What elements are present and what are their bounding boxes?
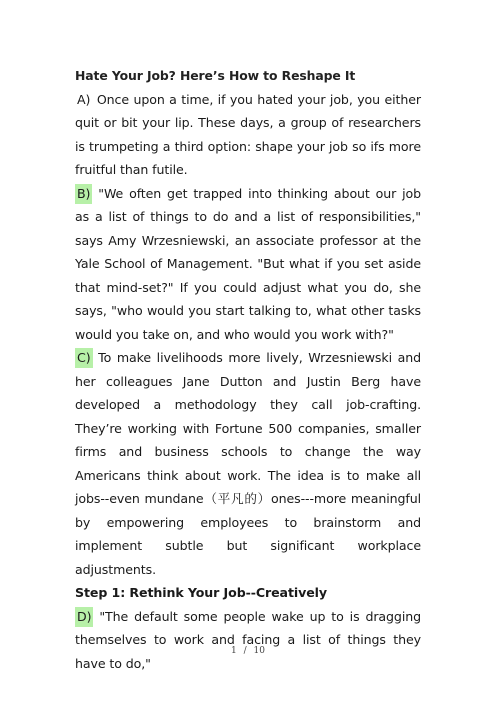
paragraph-text-c: To make livelihoods more lively, Wrzesniewski and her colleagues Jane Dutton and Justin Berg have developed a methodology they call job-crafting. They’re working with Fortune 500 companies, smaller firms and business schools to change the way Americans think about work. The idea is to make all jobs--even mundane（平凡的）ones---more meaningful by empowering employees to brainstorm and implement subtle but significant workplace adjustments. (75, 350, 421, 577)
paragraph-label-b: B) (75, 184, 92, 204)
page-current: 1 (231, 646, 237, 656)
paragraph-c (75, 346, 421, 581)
page-number-footer (0, 646, 496, 656)
page-separator: / (243, 646, 247, 656)
paragraph-label-c: C) (75, 348, 93, 368)
paragraph-label-a: A) (77, 91, 91, 107)
paragraph-text-a: Once upon a time, if you hated your job, you either quit or bit your lip. These days, a group of researchers is trumpeting a third option: shape your job so ifs more fruitful than futile. (75, 91, 421, 177)
section-heading-step-1: Step 1: Rethink Your Job--Creatively (75, 585, 327, 600)
paragraph-label-d: D) (75, 607, 93, 627)
paragraph-text-d: "The default some people wake up to is dragging themselves to work and facing a list of things they have to do," (75, 608, 422, 671)
paragraph-text-b: "We often get trapped into thinking about our job as a list of things to do and a list of responsibilities," says Amy Wrzesniewski, an associate professor at the Yale School of Management. "But what if you set aside that mind-set?" If you could adjust what you do, she says, "who would you start talking to, what other tasks would you take on, and who would you work with?" (75, 185, 421, 342)
document-title: Hate Your Job? Here’s How to Reshape It (75, 68, 356, 83)
paragraph-b (75, 182, 421, 347)
document-body (75, 64, 421, 675)
paragraph-a (75, 88, 421, 182)
page-total: 10 (253, 646, 265, 656)
paragraph-d (75, 605, 421, 676)
